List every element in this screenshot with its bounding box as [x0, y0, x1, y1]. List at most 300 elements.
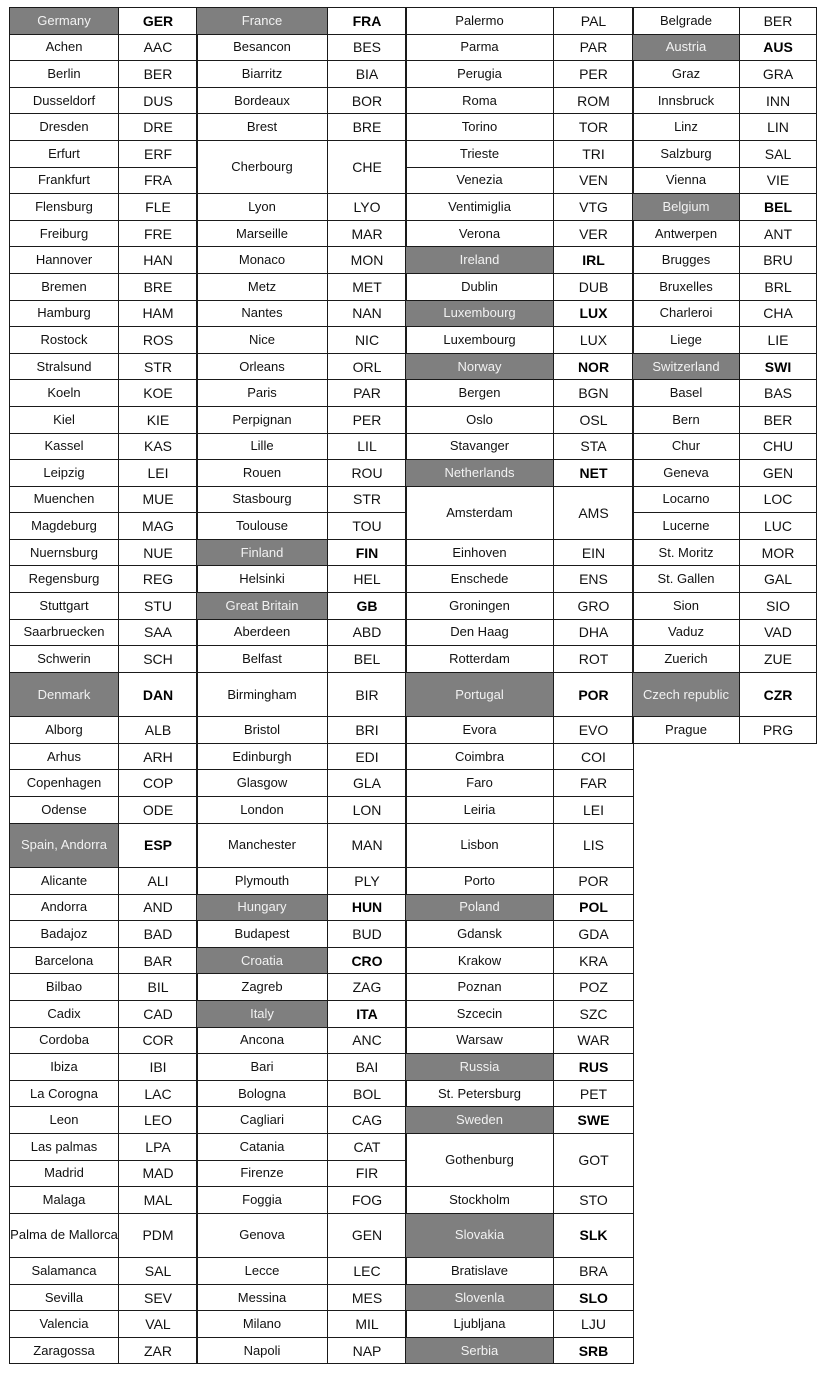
city-code: MIL	[328, 1311, 407, 1338]
country-code: DAN	[119, 672, 198, 716]
city-name: Vienna	[633, 167, 740, 194]
city-row	[633, 646, 817, 673]
city-name: Nuernsburg	[10, 539, 119, 566]
city-name: Budapest	[197, 921, 328, 948]
city-code: VIE	[740, 167, 817, 194]
country-name: Czech republic	[633, 672, 740, 716]
city-row	[10, 220, 198, 247]
city-name: Rotterdam	[406, 646, 554, 673]
city-row	[10, 947, 198, 974]
country-header-row	[197, 1000, 407, 1027]
city-row	[197, 247, 407, 274]
city-row	[197, 974, 407, 1001]
city-row	[406, 140, 634, 167]
city-code: EVO	[554, 717, 634, 744]
country-code: LUX	[554, 300, 634, 327]
city-code: AND	[119, 894, 198, 921]
city-row	[10, 1027, 198, 1054]
city-name: Coimbra	[406, 743, 554, 770]
country-name: Russia	[406, 1054, 554, 1081]
city-name: Aberdeen	[197, 619, 328, 646]
city-table-col-4	[632, 7, 817, 744]
city-code: BRE	[328, 114, 407, 141]
city-name: Genova	[197, 1213, 328, 1257]
city-code: MAR	[328, 220, 407, 247]
city-code: HEL	[328, 566, 407, 593]
city-row	[197, 1107, 407, 1134]
country-header-row	[197, 8, 407, 35]
city-code: ROT	[554, 646, 634, 673]
city-row	[10, 1258, 198, 1285]
city-name: Bremen	[10, 273, 119, 300]
city-name: Palermo	[406, 8, 554, 35]
city-code: GDA	[554, 921, 634, 948]
country-code: POL	[554, 894, 634, 921]
city-code: ZAG	[328, 974, 407, 1001]
city-row	[197, 717, 407, 744]
city-code: LOC	[740, 486, 817, 513]
city-code: BRE	[119, 273, 198, 300]
city-code: VER	[554, 220, 634, 247]
city-name: Besancon	[197, 34, 328, 61]
city-code: NUE	[119, 539, 198, 566]
city-table-col-1	[9, 7, 198, 1364]
city-row	[197, 220, 407, 247]
city-code: GLA	[328, 770, 407, 797]
city-row	[197, 868, 407, 895]
city-code: BUD	[328, 921, 407, 948]
city-name: Plymouth	[197, 868, 328, 895]
city-name: Palma de Mallorca	[10, 1213, 119, 1257]
city-row	[10, 566, 198, 593]
city-code: REG	[119, 566, 198, 593]
city-name: Bruxelles	[633, 273, 740, 300]
city-row	[10, 34, 198, 61]
city-row	[633, 247, 817, 274]
city-row	[406, 114, 634, 141]
city-name: Verona	[406, 220, 554, 247]
city-row	[10, 868, 198, 895]
city-name: Alborg	[10, 717, 119, 744]
city-code: BRU	[740, 247, 817, 274]
city-code: KAS	[119, 433, 198, 460]
city-code: AMS	[554, 486, 634, 539]
city-code: BOR	[328, 87, 407, 114]
city-code: ABD	[328, 619, 407, 646]
city-name: Biarritz	[197, 61, 328, 88]
country-code: HUN	[328, 894, 407, 921]
city-code: COP	[119, 770, 198, 797]
city-code: CHU	[740, 433, 817, 460]
city-code: DUB	[554, 273, 634, 300]
city-name: Liege	[633, 327, 740, 354]
city-name: Erfurt	[10, 140, 119, 167]
city-code: STR	[328, 486, 407, 513]
city-name: Dresden	[10, 114, 119, 141]
city-name: Valencia	[10, 1311, 119, 1338]
country-name: Sweden	[406, 1107, 554, 1134]
city-name: Madrid	[10, 1160, 119, 1187]
city-name: Schwerin	[10, 646, 119, 673]
city-name: Regensburg	[10, 566, 119, 593]
city-row	[10, 247, 198, 274]
city-row	[10, 327, 198, 354]
city-code: MOR	[740, 539, 817, 566]
city-name: Stuttgart	[10, 593, 119, 620]
city-row	[197, 486, 407, 513]
city-row	[633, 140, 817, 167]
country-header-row	[197, 593, 407, 620]
city-row	[633, 273, 817, 300]
city-name: Venezia	[406, 167, 554, 194]
city-name: Barcelona	[10, 947, 119, 974]
city-name: Nice	[197, 327, 328, 354]
city-code: BRL	[740, 273, 817, 300]
city-row	[10, 743, 198, 770]
city-name: Arhus	[10, 743, 119, 770]
city-row	[10, 114, 198, 141]
city-row	[197, 194, 407, 221]
country-code: GB	[328, 593, 407, 620]
country-name: Ireland	[406, 247, 554, 274]
city-name: Graz	[633, 61, 740, 88]
city-code: CAD	[119, 1000, 198, 1027]
city-row	[197, 140, 407, 167]
city-row	[406, 34, 634, 61]
city-name: Gothenburg	[406, 1133, 554, 1186]
country-name: Croatia	[197, 947, 328, 974]
city-code: LIN	[740, 114, 817, 141]
city-name: Malaga	[10, 1187, 119, 1214]
city-name: Ventimiglia	[406, 194, 554, 221]
city-code: PET	[554, 1080, 634, 1107]
city-name: Stralsund	[10, 353, 119, 380]
country-header-row	[406, 894, 634, 921]
city-code: BAI	[328, 1054, 407, 1081]
city-row	[633, 167, 817, 194]
city-name: Bratislave	[406, 1258, 554, 1285]
city-code: STR	[119, 353, 198, 380]
city-code: LEI	[554, 797, 634, 824]
city-name: Evora	[406, 717, 554, 744]
city-name: Oslo	[406, 406, 554, 433]
city-row	[406, 8, 634, 35]
city-row	[197, 1284, 407, 1311]
country-header-row	[633, 194, 817, 221]
city-name: St. Petersburg	[406, 1080, 554, 1107]
city-row	[10, 1284, 198, 1311]
city-code: CHE	[328, 140, 407, 193]
city-code: LIL	[328, 433, 407, 460]
city-code: CAG	[328, 1107, 407, 1134]
city-row	[10, 921, 198, 948]
city-name: Einhoven	[406, 539, 554, 566]
city-row	[633, 327, 817, 354]
city-name: Roma	[406, 87, 554, 114]
country-code: ESP	[119, 823, 198, 867]
city-code: ARH	[119, 743, 198, 770]
city-row	[197, 1311, 407, 1338]
city-row	[197, 273, 407, 300]
city-name: Brugges	[633, 247, 740, 274]
city-row	[406, 1027, 634, 1054]
city-row	[406, 380, 634, 407]
country-name: Germany	[10, 8, 119, 35]
city-code: VAL	[119, 1311, 198, 1338]
city-row	[10, 770, 198, 797]
city-code: MON	[328, 247, 407, 274]
country-code: BEL	[740, 194, 817, 221]
city-code: EIN	[554, 539, 634, 566]
city-name: Napoli	[197, 1337, 328, 1364]
country-name: France	[197, 8, 328, 35]
city-row	[406, 433, 634, 460]
city-row	[197, 646, 407, 673]
city-name: Antwerpen	[633, 220, 740, 247]
city-name: Muenchen	[10, 486, 119, 513]
city-name: Szcecin	[406, 1000, 554, 1027]
country-code: POR	[554, 672, 634, 716]
city-name: Milano	[197, 1311, 328, 1338]
city-name: Sion	[633, 593, 740, 620]
city-code: ORL	[328, 353, 407, 380]
city-row	[197, 353, 407, 380]
city-name: Geneva	[633, 460, 740, 487]
city-code: IBI	[119, 1054, 198, 1081]
city-name: Chur	[633, 433, 740, 460]
city-code: STO	[554, 1187, 634, 1214]
city-row	[197, 380, 407, 407]
city-code: PAR	[328, 380, 407, 407]
city-code: BAS	[740, 380, 817, 407]
city-code: ZAR	[119, 1337, 198, 1364]
city-code: GEN	[328, 1213, 407, 1257]
city-row	[406, 406, 634, 433]
city-row	[633, 513, 817, 540]
city-code: SIO	[740, 593, 817, 620]
city-code: MUE	[119, 486, 198, 513]
city-name: Leon	[10, 1107, 119, 1134]
city-name: Ljubljana	[406, 1311, 554, 1338]
country-name: Switzerland	[633, 353, 740, 380]
city-name: Saarbruecken	[10, 619, 119, 646]
city-name: Lecce	[197, 1258, 328, 1285]
city-name: London	[197, 797, 328, 824]
city-name: Lille	[197, 433, 328, 460]
city-code: SEV	[119, 1284, 198, 1311]
city-name: Birmingham	[197, 672, 328, 716]
city-row	[197, 921, 407, 948]
city-name: Stockholm	[406, 1187, 554, 1214]
city-name: Ancona	[197, 1027, 328, 1054]
city-code: BRI	[328, 717, 407, 744]
city-name: Monaco	[197, 247, 328, 274]
city-row	[633, 220, 817, 247]
city-row	[10, 167, 198, 194]
city-code: BER	[740, 8, 817, 35]
city-code: LUX	[554, 327, 634, 354]
city-name: Luxembourg	[406, 327, 554, 354]
city-name: Cagliari	[197, 1107, 328, 1134]
city-code: BEL	[328, 646, 407, 673]
city-row	[197, 460, 407, 487]
city-code: HAM	[119, 300, 198, 327]
city-name: Lyon	[197, 194, 328, 221]
city-name: Zagreb	[197, 974, 328, 1001]
country-header-row	[406, 1054, 634, 1081]
country-code: GER	[119, 8, 198, 35]
city-row	[10, 717, 198, 744]
city-name: Charleroi	[633, 300, 740, 327]
city-row	[10, 539, 198, 566]
country-name: Slovenla	[406, 1284, 554, 1311]
city-code: TRI	[554, 140, 634, 167]
city-name: Freiburg	[10, 220, 119, 247]
city-code: ZUE	[740, 646, 817, 673]
city-code: LJU	[554, 1311, 634, 1338]
city-name: Poznan	[406, 974, 554, 1001]
city-name: Kassel	[10, 433, 119, 460]
city-name: Amsterdam	[406, 486, 554, 539]
country-code: SLK	[554, 1213, 634, 1257]
city-row	[10, 619, 198, 646]
city-name: Rouen	[197, 460, 328, 487]
city-code: LON	[328, 797, 407, 824]
city-code: FRA	[119, 167, 198, 194]
city-row	[197, 300, 407, 327]
country-name: Spain, Andorra	[10, 823, 119, 867]
country-code: FIN	[328, 539, 407, 566]
city-code: GRA	[740, 61, 817, 88]
city-name: Warsaw	[406, 1027, 554, 1054]
city-name: Lucerne	[633, 513, 740, 540]
city-row	[633, 566, 817, 593]
city-name: Cadix	[10, 1000, 119, 1027]
city-code: POR	[554, 868, 634, 895]
city-code: LEC	[328, 1258, 407, 1285]
city-code: AAC	[119, 34, 198, 61]
city-row	[197, 1337, 407, 1364]
city-name: Torino	[406, 114, 554, 141]
city-code: ERF	[119, 140, 198, 167]
city-code: BAR	[119, 947, 198, 974]
city-row	[406, 1080, 634, 1107]
country-header-row	[406, 353, 634, 380]
city-code: MAN	[328, 823, 407, 867]
city-name: Locarno	[633, 486, 740, 513]
city-row	[633, 406, 817, 433]
country-name: Slovakia	[406, 1213, 554, 1257]
city-code: KOE	[119, 380, 198, 407]
city-row	[633, 619, 817, 646]
city-code: BOL	[328, 1080, 407, 1107]
city-code: KRA	[554, 947, 634, 974]
city-name: Messina	[197, 1284, 328, 1311]
city-name: Cherbourg	[197, 140, 328, 193]
city-row	[197, 114, 407, 141]
city-name: Leiria	[406, 797, 554, 824]
city-name: Krakow	[406, 947, 554, 974]
city-row	[10, 513, 198, 540]
city-name: Metz	[197, 273, 328, 300]
city-code: INN	[740, 87, 817, 114]
city-name: La Corogna	[10, 1080, 119, 1107]
city-row	[10, 1187, 198, 1214]
country-code: NOR	[554, 353, 634, 380]
country-name: Serbia	[406, 1337, 554, 1364]
city-code: GAL	[740, 566, 817, 593]
city-row	[633, 593, 817, 620]
city-code: PLY	[328, 868, 407, 895]
city-row	[406, 87, 634, 114]
city-name: St. Gallen	[633, 566, 740, 593]
city-row	[10, 1213, 198, 1257]
country-header-row	[197, 947, 407, 974]
city-code: EDI	[328, 743, 407, 770]
city-row	[406, 947, 634, 974]
city-name: Bari	[197, 1054, 328, 1081]
city-row	[10, 460, 198, 487]
city-row	[633, 87, 817, 114]
city-name: Alicante	[10, 868, 119, 895]
city-name: Catania	[197, 1133, 328, 1160]
city-row	[406, 770, 634, 797]
city-row	[406, 1311, 634, 1338]
city-name: Manchester	[197, 823, 328, 867]
city-name: Copenhagen	[10, 770, 119, 797]
city-row	[633, 460, 817, 487]
city-code: WAR	[554, 1027, 634, 1054]
city-row	[197, 327, 407, 354]
city-row	[197, 823, 407, 867]
city-name: Zuerich	[633, 646, 740, 673]
city-code: PER	[328, 406, 407, 433]
city-name: Badajoz	[10, 921, 119, 948]
city-name: Dusseldorf	[10, 87, 119, 114]
city-code: ANT	[740, 220, 817, 247]
country-header-row	[406, 300, 634, 327]
city-row	[10, 1160, 198, 1187]
city-name: Perugia	[406, 61, 554, 88]
city-row	[10, 593, 198, 620]
city-row	[10, 1133, 198, 1160]
city-code: GRO	[554, 593, 634, 620]
city-name: Hamburg	[10, 300, 119, 327]
city-name: Achen	[10, 34, 119, 61]
country-name: Denmark	[10, 672, 119, 716]
city-code: NAN	[328, 300, 407, 327]
city-row	[406, 61, 634, 88]
country-header-row	[406, 1337, 634, 1364]
city-row	[197, 34, 407, 61]
city-code: STU	[119, 593, 198, 620]
country-header-row	[406, 1213, 634, 1257]
city-row	[406, 743, 634, 770]
city-name: Bergen	[406, 380, 554, 407]
city-row	[406, 539, 634, 566]
city-code: ALI	[119, 868, 198, 895]
city-row	[633, 61, 817, 88]
city-row	[197, 1080, 407, 1107]
city-code: BAD	[119, 921, 198, 948]
city-name: Stasbourg	[197, 486, 328, 513]
city-code: LIE	[740, 327, 817, 354]
country-header-row	[406, 247, 634, 274]
country-code: FRA	[328, 8, 407, 35]
city-code: ROU	[328, 460, 407, 487]
city-name: Glasgow	[197, 770, 328, 797]
city-row	[406, 1258, 634, 1285]
